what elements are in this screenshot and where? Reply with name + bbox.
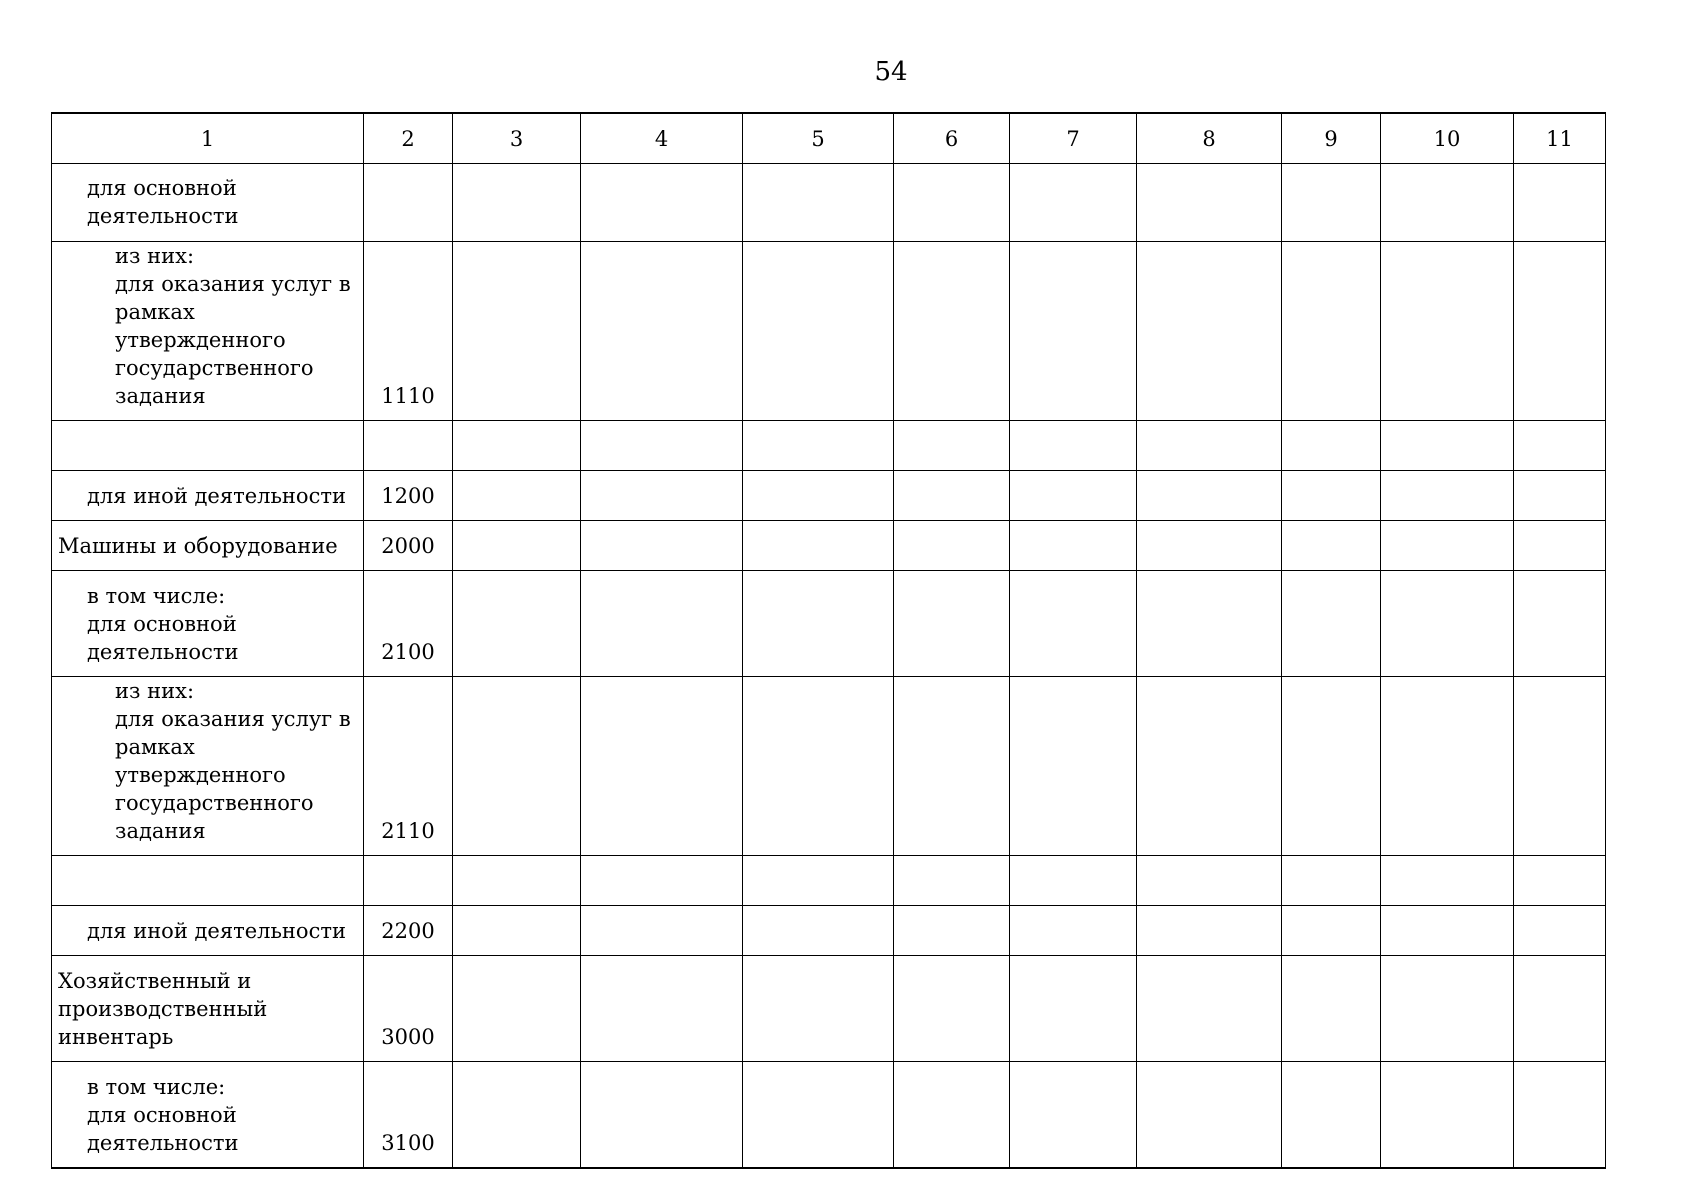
row-code-cell <box>364 1062 453 1168</box>
table-cell <box>453 906 581 956</box>
table-cell <box>453 677 581 856</box>
table-cell <box>743 421 894 471</box>
table-cell <box>894 521 1010 571</box>
table-cell <box>743 956 894 1062</box>
table-cell <box>453 956 581 1062</box>
table-cell <box>743 906 894 956</box>
table-cell <box>1282 242 1381 421</box>
table-cell <box>1137 571 1282 677</box>
table-cell <box>1381 677 1514 856</box>
row-label: из них: для оказания услуг в рамках утвержденного государственного задания <box>115 244 351 408</box>
table-row <box>52 571 1606 677</box>
column-header: 8 <box>1137 113 1282 164</box>
table-cell <box>1514 571 1606 677</box>
table-cell <box>1381 242 1514 421</box>
column-header: 11 <box>1514 113 1606 164</box>
table-cell <box>1381 906 1514 956</box>
table-header-row <box>52 113 1606 164</box>
row-code <box>364 895 452 905</box>
table-cell <box>1282 1062 1381 1168</box>
row-code-cell <box>364 164 453 242</box>
table-cell <box>453 856 581 906</box>
table-cell <box>1137 521 1282 571</box>
table-cell <box>1137 164 1282 242</box>
table-cell <box>1010 677 1137 856</box>
table-cell <box>1010 856 1137 906</box>
column-header: 1 <box>52 113 364 164</box>
table-cell <box>1381 1062 1514 1168</box>
table-cell <box>1137 1062 1282 1168</box>
table-row <box>52 856 1606 906</box>
table-cell <box>1514 164 1606 242</box>
row-code: 3100 <box>381 1130 435 1155</box>
page-number: 54 <box>874 57 908 87</box>
row-label: Машины и оборудование <box>58 534 338 558</box>
table-cell <box>1381 471 1514 521</box>
table-cell <box>581 677 743 856</box>
column-header: 7 <box>1010 113 1137 164</box>
column-header: 5 <box>743 113 894 164</box>
table-cell <box>1137 677 1282 856</box>
row-code: 2100 <box>381 640 435 664</box>
table-cell <box>1514 1062 1606 1168</box>
table-cell <box>581 906 743 956</box>
table-cell <box>453 164 581 242</box>
row-label-cell <box>52 242 364 421</box>
table-cell <box>894 571 1010 677</box>
table-cell <box>1514 421 1606 471</box>
table-cell <box>1381 521 1514 571</box>
table-cell <box>581 956 743 1062</box>
table-cell <box>894 856 1010 906</box>
table-cell <box>743 677 894 856</box>
table-cell <box>1514 956 1606 1062</box>
table-cell <box>1137 906 1282 956</box>
table-cell <box>1137 421 1282 471</box>
table-cell <box>1010 906 1137 956</box>
table-cell <box>894 471 1010 521</box>
row-label: из них: для оказания услуг в рамках утвержденного государственного задания <box>115 679 351 843</box>
table-cell <box>1282 956 1381 1062</box>
table-cell <box>1282 906 1381 956</box>
table-cell <box>1010 1062 1137 1168</box>
table-cell <box>743 1062 894 1168</box>
table-cell <box>743 571 894 677</box>
table-cell <box>743 242 894 421</box>
table-cell <box>453 571 581 677</box>
row-label-cell <box>52 164 364 242</box>
table-cell <box>1282 571 1381 677</box>
column-header: 3 <box>453 113 581 164</box>
table-cell <box>1010 956 1137 1062</box>
table-cell <box>1137 471 1282 521</box>
column-header: 2 <box>364 113 453 164</box>
table-cell <box>453 471 581 521</box>
row-code: 2000 <box>381 534 435 558</box>
table-cell <box>581 521 743 571</box>
column-header: 6 <box>894 113 1010 164</box>
table-cell <box>894 956 1010 1062</box>
table-cell <box>581 421 743 471</box>
table-cell <box>453 421 581 471</box>
table-cell <box>1010 164 1137 242</box>
row-code <box>364 231 452 241</box>
table-cell <box>581 164 743 242</box>
table-cell <box>894 421 1010 471</box>
table-cell <box>743 856 894 906</box>
table-cell <box>1010 521 1137 571</box>
row-code-cell <box>364 242 453 421</box>
row-label: для иной деятельности <box>87 919 346 943</box>
table-cell <box>894 164 1010 242</box>
row-label-cell <box>52 1062 364 1168</box>
table-row <box>52 677 1606 856</box>
table-cell <box>1381 164 1514 242</box>
row-label-cell <box>52 421 364 471</box>
row-code-cell <box>364 521 453 571</box>
report-table <box>51 112 1606 1169</box>
table-cell <box>1137 956 1282 1062</box>
row-code-cell <box>364 906 453 956</box>
table-cell <box>581 1062 743 1168</box>
table-cell <box>1282 677 1381 856</box>
table-cell <box>453 521 581 571</box>
table-cell <box>1282 164 1381 242</box>
table-cell <box>1514 906 1606 956</box>
table-cell <box>1514 856 1606 906</box>
row-label: Хозяйственный и производственный инвентарь <box>58 969 268 1049</box>
table-cell <box>581 856 743 906</box>
table-cell <box>894 677 1010 856</box>
table-cell <box>581 571 743 677</box>
table-cell <box>1514 677 1606 856</box>
table-cell <box>1381 856 1514 906</box>
table-cell <box>1514 471 1606 521</box>
table-cell <box>1282 521 1381 571</box>
table-cell <box>1010 421 1137 471</box>
table-cell <box>743 471 894 521</box>
row-label-cell <box>52 521 364 571</box>
table-cell <box>1010 242 1137 421</box>
table-row <box>52 1062 1606 1168</box>
table-cell <box>1282 421 1381 471</box>
row-code-cell <box>364 421 453 471</box>
row-code-cell <box>364 956 453 1062</box>
table-cell <box>453 1062 581 1168</box>
table-cell <box>453 242 581 421</box>
row-label <box>52 460 363 470</box>
table-row <box>52 471 1606 521</box>
table-cell <box>1282 856 1381 906</box>
column-header: 9 <box>1282 113 1381 164</box>
row-label-cell <box>52 856 364 906</box>
row-label-cell <box>52 571 364 677</box>
table-row <box>52 956 1606 1062</box>
table-row <box>52 906 1606 956</box>
table-cell <box>894 242 1010 421</box>
row-label: в том числе: для основной деятельности <box>87 584 239 664</box>
table-cell <box>581 471 743 521</box>
table-cell <box>1010 571 1137 677</box>
row-code: 1110 <box>381 384 435 408</box>
row-code-cell <box>364 571 453 677</box>
table-cell <box>743 164 894 242</box>
row-label-cell <box>52 906 364 956</box>
row-code: 1200 <box>381 484 435 508</box>
table-cell <box>894 1062 1010 1168</box>
table-cell <box>1381 571 1514 677</box>
row-label: в том числе: для основной деятельности <box>87 1074 239 1155</box>
table-cell <box>1381 956 1514 1062</box>
row-label: для иной деятельности <box>87 484 346 508</box>
table-cell <box>1381 421 1514 471</box>
row-label-cell <box>52 471 364 521</box>
row-label: для основной деятельности <box>87 176 239 228</box>
row-code <box>364 460 452 470</box>
row-code-cell <box>364 471 453 521</box>
table-row <box>52 164 1606 242</box>
table-row <box>52 521 1606 571</box>
row-code: 2200 <box>381 919 435 943</box>
table-cell <box>1137 856 1282 906</box>
table-cell <box>1282 471 1381 521</box>
row-code: 2110 <box>381 819 435 843</box>
row-label <box>52 895 363 905</box>
row-code-cell <box>364 856 453 906</box>
table-row <box>52 421 1606 471</box>
row-code: 3000 <box>381 1025 435 1049</box>
table-row <box>52 242 1606 421</box>
table-cell <box>1514 521 1606 571</box>
table-cell <box>894 906 1010 956</box>
table-cell <box>581 242 743 421</box>
table-cell <box>1514 242 1606 421</box>
table-cell <box>1010 471 1137 521</box>
column-header: 10 <box>1381 113 1514 164</box>
row-label-cell <box>52 956 364 1062</box>
column-header: 4 <box>581 113 743 164</box>
table-cell <box>743 521 894 571</box>
row-code-cell <box>364 677 453 856</box>
table-cell <box>1137 242 1282 421</box>
row-label-cell <box>52 677 364 856</box>
